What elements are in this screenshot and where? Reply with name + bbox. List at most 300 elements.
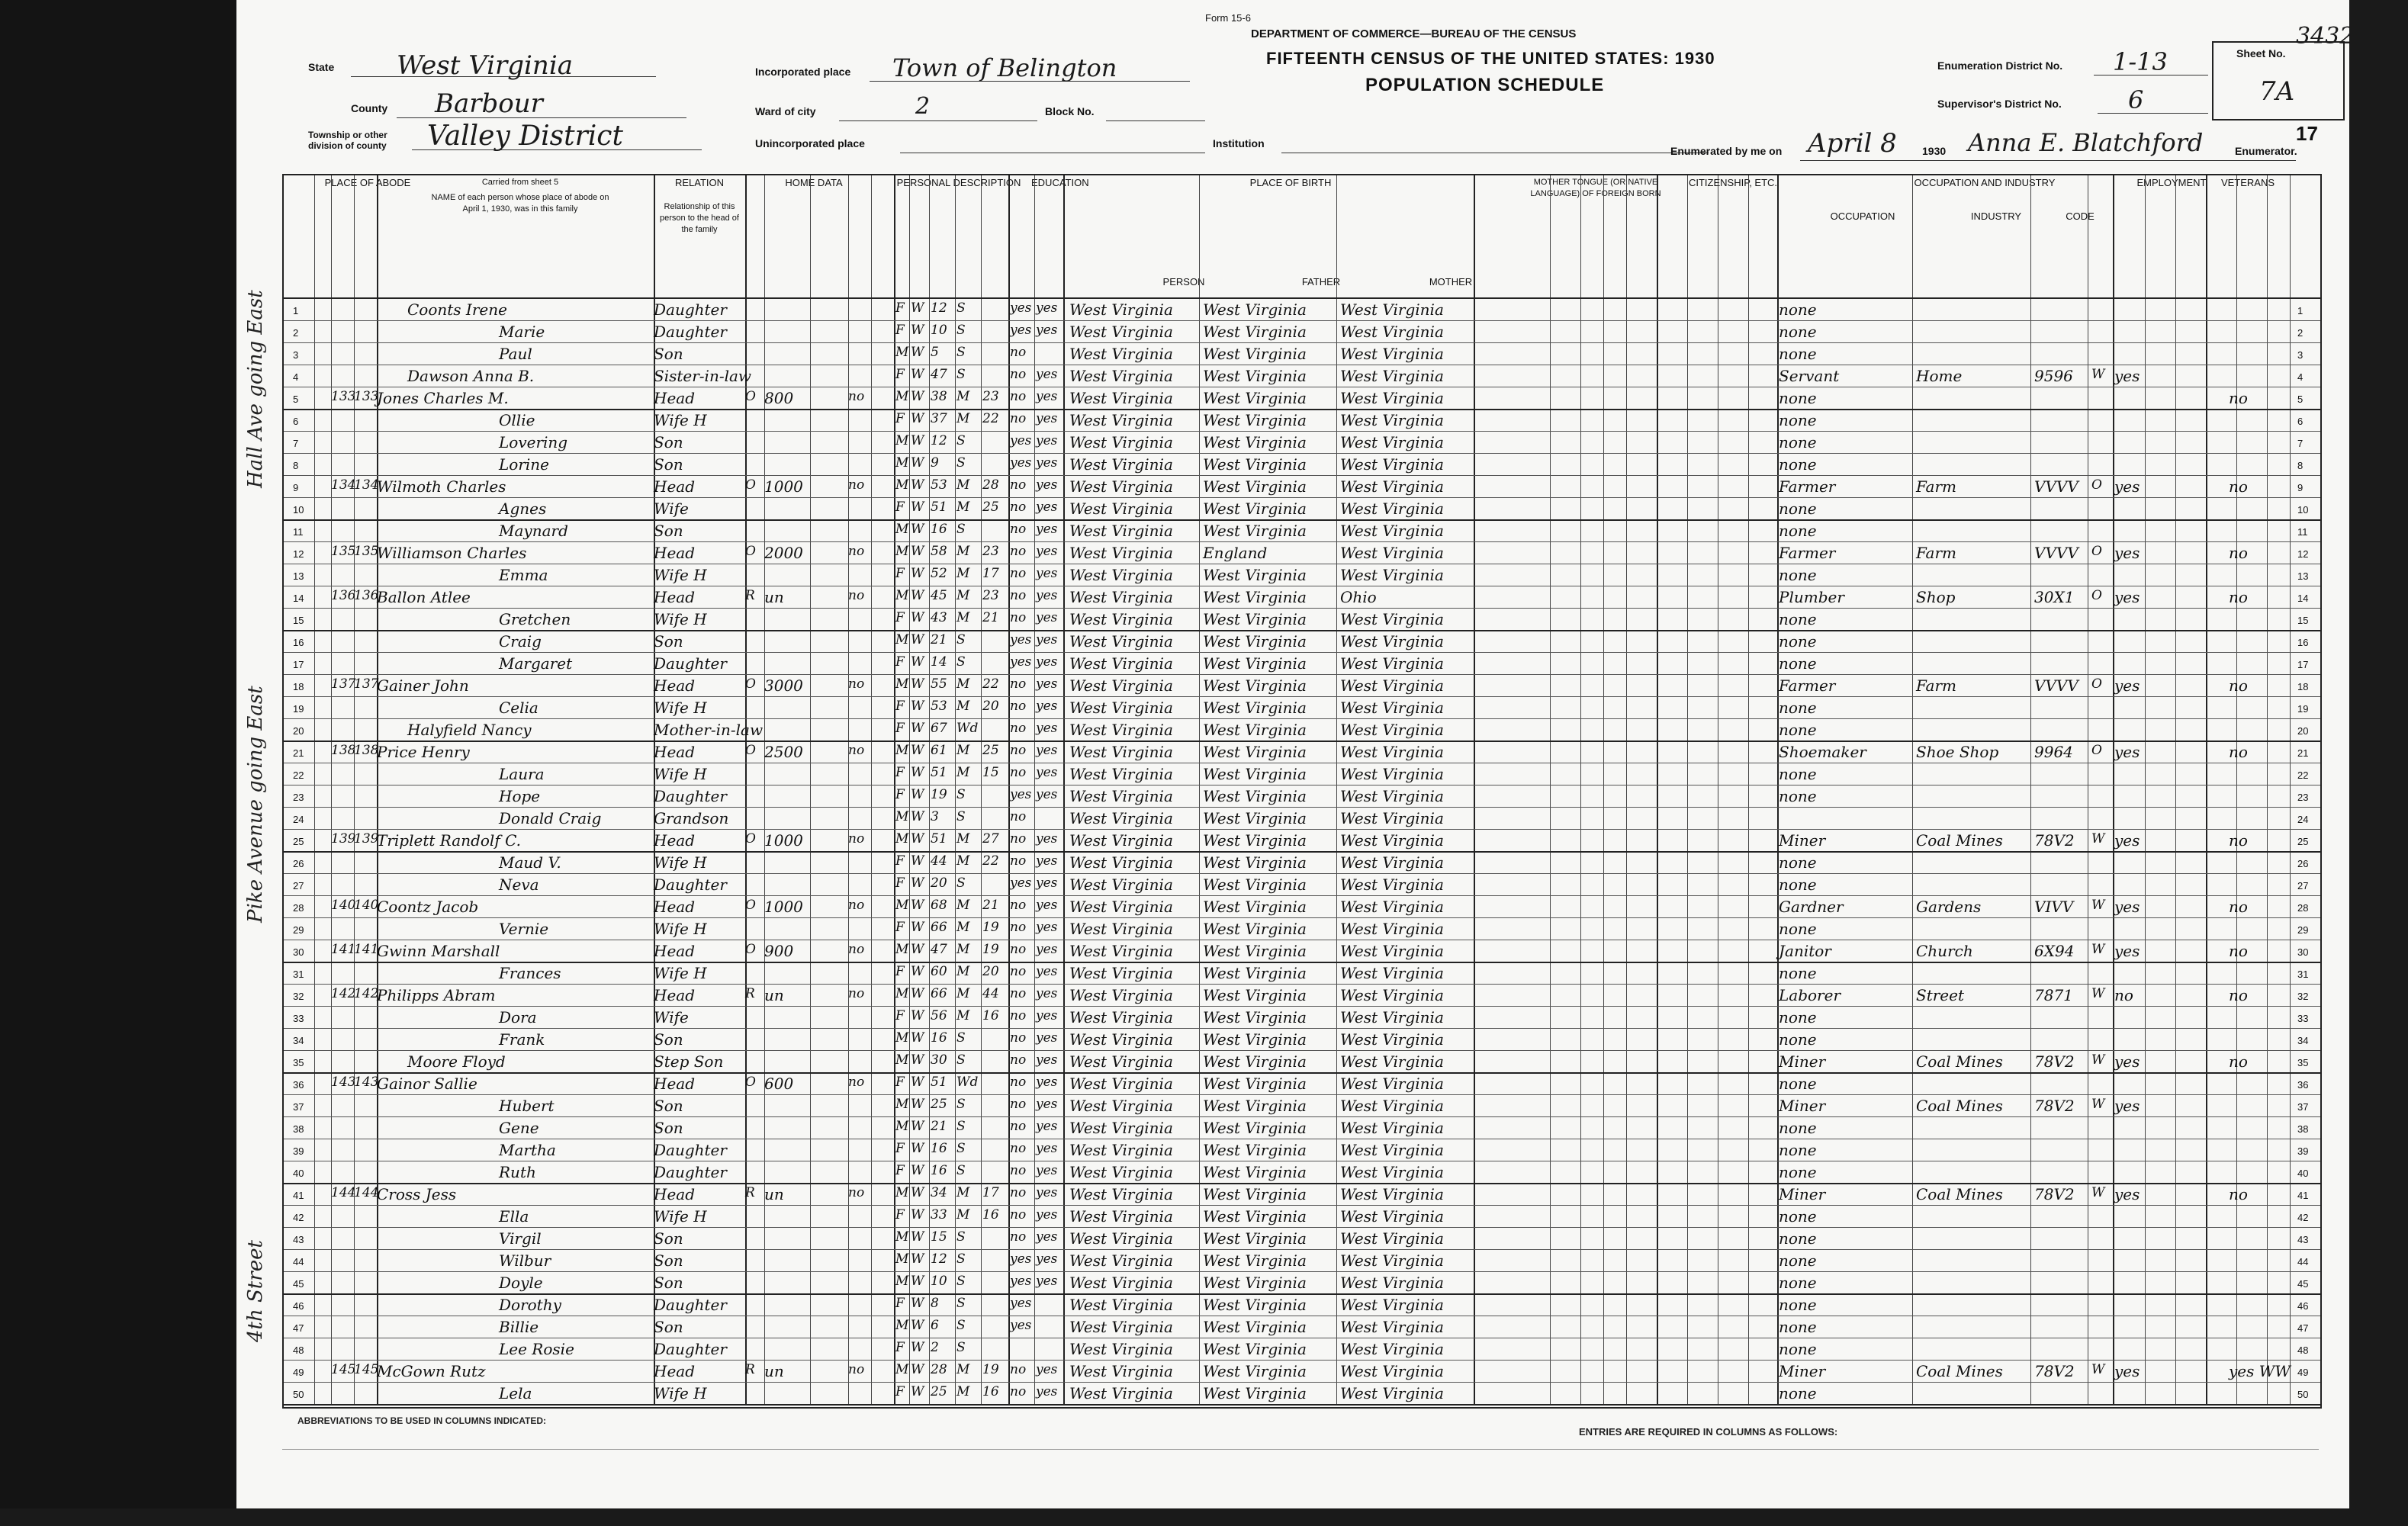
cell-code: 78V2: [2034, 1052, 2075, 1071]
cell-radio: no: [848, 676, 865, 692]
cell-am: 20: [982, 699, 999, 714]
cell-ms: M: [956, 1008, 970, 1023]
cell-fbp: West Virginia: [1203, 433, 1307, 451]
cell-rel: Head: [654, 831, 696, 850]
table-row: [284, 785, 2320, 808]
cell-fbp: West Virginia: [1203, 721, 1307, 739]
table-row: [284, 520, 2320, 543]
cell-name: Hope: [499, 787, 541, 805]
cell-code: VVVV: [2034, 676, 2078, 695]
cell-fbp: West Virginia: [1203, 787, 1307, 805]
cell-dw: 142: [331, 986, 356, 1001]
block-label: Block No.: [1045, 105, 1095, 117]
cell-age: 16: [931, 522, 947, 537]
cell-sex: M: [895, 942, 909, 957]
cell-fbp: West Virginia: [1203, 1251, 1307, 1270]
cell-cw: W: [2091, 1185, 2105, 1200]
cell-age: 6: [931, 1318, 939, 1333]
cell-emp: yes: [2114, 831, 2140, 850]
cell-am: 19: [982, 1362, 999, 1377]
cell-rel: Daughter: [654, 875, 727, 894]
row-number: 26: [293, 858, 304, 869]
col-mother: MOTHER: [1429, 276, 1473, 288]
table-row: [284, 874, 2320, 897]
cell-sch: no: [1010, 566, 1027, 581]
cell-vet: no: [2229, 942, 2248, 960]
cell-bp: West Virginia: [1069, 676, 1173, 695]
cell-name: Wilmoth Charles: [377, 477, 506, 496]
cell-ms: M: [956, 566, 970, 581]
cell-occ: Plumber: [1779, 588, 1844, 606]
cell-ms: S: [956, 1141, 966, 1156]
cell-name: Triplett Randolf C.: [377, 831, 522, 850]
cell-sch: no: [1010, 345, 1027, 360]
table-row: [284, 432, 2320, 455]
cell-occ: none: [1779, 1163, 1817, 1181]
cell-race: W: [911, 1251, 924, 1267]
cell-tenure: O: [745, 898, 756, 913]
cell-name: Ballon Atlee: [377, 588, 471, 606]
cell-occ: Laborer: [1779, 986, 1841, 1004]
supervisor-label: Supervisor's District No.: [1937, 98, 2062, 110]
cell-race: W: [911, 699, 924, 714]
cell-fbp: West Virginia: [1203, 1075, 1307, 1093]
cell-value: 900: [764, 942, 794, 960]
table-row: [284, 564, 2320, 587]
row-number-right: 21: [2297, 747, 2309, 759]
enumerator-label: Enumerator.: [2235, 145, 2297, 157]
cell-bp: West Virginia: [1069, 787, 1173, 805]
cell-am: 23: [982, 588, 999, 603]
cell-name: Agnes: [499, 500, 547, 518]
cell-fbp: West Virginia: [1203, 676, 1307, 695]
cell-ind: Coal Mines: [1916, 1052, 2003, 1071]
cell-sex: F: [895, 367, 905, 382]
cell-name: Billie: [499, 1318, 539, 1336]
cell-race: W: [911, 588, 924, 603]
cell-age: 55: [931, 676, 947, 692]
cell-rw: yes: [1036, 964, 1058, 979]
cell-cw: W: [2091, 986, 2105, 1001]
cell-ms: S: [956, 300, 966, 316]
cell-bp: West Virginia: [1069, 699, 1173, 717]
cell-mbp: West Virginia: [1340, 367, 1444, 385]
cell-race: W: [911, 1052, 924, 1068]
enum-district-value: 1-13: [2113, 47, 2168, 76]
cell-name: Lela: [499, 1384, 532, 1402]
cell-value: un: [764, 986, 784, 1004]
cell-mbp: West Virginia: [1340, 721, 1444, 739]
cell-age: 8: [931, 1296, 939, 1311]
cell-race: W: [911, 544, 924, 559]
cell-bp: West Virginia: [1069, 1119, 1173, 1137]
cell-rel: Head: [654, 743, 696, 761]
cell-occ: none: [1779, 389, 1817, 407]
cell-ms: S: [956, 1251, 966, 1267]
row-number: 9: [293, 482, 299, 493]
row-number-right: 44: [2297, 1256, 2309, 1267]
cell-ind: Farm: [1916, 676, 1956, 695]
cell-sch: no: [1010, 986, 1027, 1001]
cell-age: 51: [931, 831, 947, 847]
cell-bp: West Virginia: [1069, 588, 1173, 606]
cell-race: W: [911, 1274, 924, 1289]
row-number-right: 5: [2297, 394, 2304, 405]
cell-race: W: [911, 721, 924, 736]
cell-name: Halyfield Nancy: [407, 721, 532, 739]
cell-sch: no: [1010, 1008, 1027, 1023]
cell-rw: yes: [1036, 389, 1058, 404]
cell-sch: no: [1010, 1030, 1027, 1046]
cell-rel: Wife: [654, 500, 689, 518]
cell-am: 19: [982, 942, 999, 957]
table-row: [284, 1161, 2320, 1184]
cell-sex: M: [895, 544, 909, 559]
cell-mbp: West Virginia: [1340, 1141, 1444, 1159]
cell-ms: S: [956, 875, 966, 891]
cell-race: W: [911, 522, 924, 537]
cell-name: Gwinn Marshall: [377, 942, 500, 960]
cell-mbp: West Virginia: [1340, 1052, 1444, 1071]
cell-mbp: West Virginia: [1340, 500, 1444, 518]
table-row: [284, 653, 2320, 676]
row-number-right: 12: [2297, 548, 2309, 560]
cell-race: W: [911, 920, 924, 935]
row-number-right: 33: [2297, 1013, 2309, 1024]
row-number-right: 11: [2297, 526, 2308, 538]
cell-occ: none: [1779, 632, 1817, 651]
row-number: 34: [293, 1035, 304, 1046]
cell-age: 66: [931, 986, 947, 1001]
cell-tenure: R: [745, 588, 755, 603]
cell-occ: none: [1779, 522, 1817, 540]
row-number-right: 26: [2297, 858, 2309, 869]
cell-name: Moore Floyd: [407, 1052, 506, 1071]
row-number: 15: [293, 615, 304, 626]
group-employment: EMPLOYMENT: [2136, 177, 2207, 188]
cell-name: Ruth: [499, 1163, 536, 1181]
row-number: 8: [293, 460, 299, 471]
row-number: 24: [293, 814, 304, 825]
cell-am: 44: [982, 986, 999, 1001]
cell-ms: M: [956, 964, 970, 979]
row-number-right: 28: [2297, 902, 2309, 914]
cell-race: W: [911, 1185, 924, 1200]
cell-rel: Step Son: [654, 1052, 724, 1071]
cell-rel: Sister-in-law: [654, 367, 752, 385]
cell-cw: O: [2091, 477, 2102, 493]
cell-tenure: O: [745, 676, 756, 692]
table-row: [284, 896, 2320, 919]
cell-am: 16: [982, 1008, 999, 1023]
cell-occ: Farmer: [1779, 544, 1836, 562]
row-number-right: 19: [2297, 703, 2309, 715]
cell-fbp: West Virginia: [1203, 654, 1307, 673]
cell-age: 2: [931, 1340, 939, 1355]
row-number: 45: [293, 1278, 304, 1290]
cell-name: Celia: [499, 699, 539, 717]
cell-cw: W: [2091, 1362, 2105, 1377]
cell-ind: Gardens: [1916, 898, 1982, 916]
cell-rel: Daughter: [654, 1163, 727, 1181]
cell-tenure: R: [745, 986, 755, 1001]
cell-sch: no: [1010, 1075, 1027, 1090]
cell-tenure: O: [745, 831, 756, 847]
cell-sch: no: [1010, 522, 1027, 537]
cell-mbp: West Virginia: [1340, 411, 1444, 429]
cell-sex: M: [895, 676, 909, 692]
cell-name: Coontz Jacob: [377, 898, 479, 916]
cell-ms: S: [956, 367, 966, 382]
cell-race: W: [911, 1340, 924, 1355]
col-relation-head: Relationship of this person to the head of the family: [660, 202, 739, 234]
cell-age: 51: [931, 500, 947, 515]
cell-rw: yes: [1036, 1030, 1058, 1046]
cell-sch: no: [1010, 765, 1027, 780]
cell-cw: W: [2091, 367, 2105, 382]
cell-mbp: West Virginia: [1340, 765, 1444, 783]
cell-cw: W: [2091, 1052, 2105, 1068]
cell-ms: M: [956, 1384, 970, 1399]
cell-code: 78V2: [2034, 1362, 2075, 1380]
cell-rw: yes: [1036, 1052, 1058, 1068]
cell-rw: yes: [1036, 588, 1058, 603]
cell-rel: Son: [654, 522, 683, 540]
cell-fam: 140: [354, 898, 379, 913]
cell-name: Gretchen: [499, 610, 571, 628]
cell-bp: West Virginia: [1069, 1229, 1173, 1248]
cell-name: Philipps Abram: [377, 986, 496, 1004]
carried-note: Carried from sheet 5: [481, 178, 559, 187]
cell-radio: no: [848, 544, 865, 559]
row-number: 18: [293, 681, 304, 692]
table-row: [284, 586, 2320, 609]
cell-rw: yes: [1036, 323, 1058, 338]
cell-race: W: [911, 676, 924, 692]
cell-tenure: O: [745, 1075, 756, 1090]
cell-vet: no: [2229, 898, 2248, 916]
cell-sex: M: [895, 1052, 909, 1068]
cell-bp: West Virginia: [1069, 632, 1173, 651]
cell-mbp: West Virginia: [1340, 875, 1444, 894]
cell-sch: no: [1010, 853, 1027, 869]
cell-rw: yes: [1036, 477, 1058, 493]
cell-mbp: West Virginia: [1340, 1163, 1444, 1181]
cell-rw: yes: [1036, 433, 1058, 448]
cell-bp: West Virginia: [1069, 875, 1173, 894]
cell-rel: Wife H: [654, 566, 707, 584]
cell-race: W: [911, 367, 924, 382]
table-row: [284, 1294, 2320, 1317]
cell-name: Lorine: [499, 455, 549, 474]
county-label: County: [351, 102, 388, 114]
cell-name: Frank: [499, 1030, 545, 1049]
cell-age: 66: [931, 920, 947, 935]
cell-occ: none: [1779, 610, 1817, 628]
cell-occ: none: [1779, 455, 1817, 474]
cell-tenure: R: [745, 1185, 755, 1200]
row-number-right: 41: [2297, 1190, 2309, 1201]
cell-ms: S: [956, 455, 966, 471]
table-row: [284, 719, 2320, 742]
row-number-right: 23: [2297, 792, 2309, 803]
cell-value: 800: [764, 389, 794, 407]
row-number-right: 22: [2297, 769, 2309, 781]
state-label: State: [308, 61, 335, 73]
cell-rw: yes: [1036, 654, 1058, 670]
sheet-number-label: Sheet No.: [2236, 47, 2286, 59]
cell-occ: Servant: [1779, 367, 1840, 385]
cell-bp: West Virginia: [1069, 1384, 1173, 1402]
row-number: 30: [293, 946, 304, 958]
table-row: [284, 675, 2320, 698]
cell-fbp: West Virginia: [1203, 831, 1307, 850]
cell-fbp: West Virginia: [1203, 455, 1307, 474]
cell-ms: S: [956, 1340, 966, 1355]
table-row: [284, 1361, 2320, 1383]
table-row: [284, 1117, 2320, 1140]
cell-age: 9: [931, 455, 939, 471]
cell-ms: S: [956, 1030, 966, 1046]
cell-bp: West Virginia: [1069, 1251, 1173, 1270]
cell-rel: Daughter: [654, 654, 727, 673]
cell-rel: Son: [654, 1097, 683, 1115]
group-relation: RELATION: [674, 177, 725, 188]
cell-fam: 144: [354, 1185, 379, 1200]
row-number-right: 14: [2297, 593, 2309, 604]
cell-age: 5: [931, 345, 939, 360]
cell-ms: M: [956, 765, 970, 780]
cell-race: W: [911, 1141, 924, 1156]
cell-sch: no: [1010, 1229, 1027, 1245]
cell-sex: M: [895, 1097, 909, 1112]
cell-sex: M: [895, 477, 909, 493]
row-number: 25: [293, 836, 304, 847]
cell-rel: Head: [654, 898, 696, 916]
cell-ms: S: [956, 787, 966, 802]
group-personal: PERSONAL DESCRIPTION: [896, 177, 1021, 188]
cell-fbp: West Virginia: [1203, 942, 1307, 960]
cell-am: 22: [982, 676, 999, 692]
table-row: [284, 343, 2320, 366]
cell-rw: yes: [1036, 699, 1058, 714]
cell-sex: M: [895, 588, 909, 603]
cell-name: Doyle: [499, 1274, 543, 1292]
cell-am: 22: [982, 411, 999, 426]
cell-name: McGown Rutz: [377, 1362, 486, 1380]
cell-fam: 141: [354, 942, 379, 957]
enumerator-name: Anna E. Blatchford: [1968, 128, 2204, 157]
cell-sex: M: [895, 1030, 909, 1046]
table-row: [284, 830, 2320, 853]
cell-mbp: West Virginia: [1340, 300, 1444, 319]
cell-name: Craig: [499, 632, 542, 651]
cell-name: Laura: [499, 765, 545, 783]
table-row: [284, 387, 2320, 410]
cell-name: Virgil: [499, 1229, 542, 1248]
cell-ms: M: [956, 743, 970, 758]
cell-sex: F: [895, 1075, 905, 1090]
cell-age: 10: [931, 323, 947, 338]
cell-mbp: West Virginia: [1340, 345, 1444, 363]
cell-ind: Coal Mines: [1916, 1362, 2003, 1380]
cell-am: 21: [982, 610, 999, 625]
cell-bp: West Virginia: [1069, 323, 1173, 341]
cell-vet: no: [2229, 477, 2248, 496]
cell-ms: M: [956, 1185, 970, 1200]
row-number: 33: [293, 1013, 304, 1024]
cell-rel: Daughter: [654, 1340, 727, 1358]
cell-vet: no: [2229, 676, 2248, 695]
cell-rw: yes: [1036, 610, 1058, 625]
incorporated-label: Incorporated place: [755, 66, 851, 78]
cell-sch: no: [1010, 389, 1027, 404]
cell-race: W: [911, 1030, 924, 1046]
col-industry: INDUSTRY: [1970, 210, 2022, 222]
cell-fbp: West Virginia: [1203, 500, 1307, 518]
cell-am: 25: [982, 743, 999, 758]
cell-rel: Son: [654, 1274, 683, 1292]
row-number-right: 32: [2297, 991, 2309, 1002]
cell-code: VVVV: [2034, 477, 2078, 496]
cell-age: 38: [931, 389, 947, 404]
cell-age: 51: [931, 765, 947, 780]
cell-emp: yes: [2114, 1185, 2140, 1203]
cell-occ: none: [1779, 1229, 1817, 1248]
cell-rw: yes: [1036, 1075, 1058, 1090]
table-row: [284, 454, 2320, 477]
cell-bp: West Virginia: [1069, 942, 1173, 960]
cell-rw: yes: [1036, 1163, 1058, 1178]
cell-sex: M: [895, 986, 909, 1001]
row-number: 11: [293, 526, 304, 538]
cell-mbp: West Virginia: [1340, 1251, 1444, 1270]
cell-sex: F: [895, 1141, 905, 1156]
cell-fbp: West Virginia: [1203, 588, 1307, 606]
row-number: 17: [293, 659, 304, 670]
cell-fbp: West Virginia: [1203, 1163, 1307, 1181]
cell-occ: none: [1779, 1030, 1817, 1049]
cell-fbp: West Virginia: [1203, 1229, 1307, 1248]
row-number: 46: [293, 1300, 304, 1312]
cell-code: 78V2: [2034, 1097, 2075, 1115]
table-row: [284, 1272, 2320, 1295]
cell-ms: M: [956, 898, 970, 913]
cell-am: 21: [982, 898, 999, 913]
cell-sex: F: [895, 300, 905, 316]
cell-sch: no: [1010, 1141, 1027, 1156]
cell-fam: 138: [354, 743, 379, 758]
cell-fbp: West Virginia: [1203, 300, 1307, 319]
cell-dw: 145: [331, 1362, 356, 1377]
cell-rw: yes: [1036, 411, 1058, 426]
cell-cw: O: [2091, 676, 2102, 692]
film-border-left: [0, 0, 236, 1526]
cell-fbp: West Virginia: [1203, 389, 1307, 407]
cell-fam: 139: [354, 831, 379, 847]
cell-fbp: West Virginia: [1203, 1185, 1307, 1203]
table-row: [284, 1051, 2320, 1074]
cell-occ: none: [1779, 323, 1817, 341]
cell-fbp: West Virginia: [1203, 809, 1307, 827]
cell-race: W: [911, 389, 924, 404]
cell-age: 21: [931, 632, 947, 647]
cell-fbp: West Virginia: [1203, 1008, 1307, 1026]
cell-mbp: West Virginia: [1340, 1229, 1444, 1248]
table-row: [284, 940, 2320, 963]
cell-mbp: Ohio: [1340, 588, 1377, 606]
cell-sex: F: [895, 1008, 905, 1023]
